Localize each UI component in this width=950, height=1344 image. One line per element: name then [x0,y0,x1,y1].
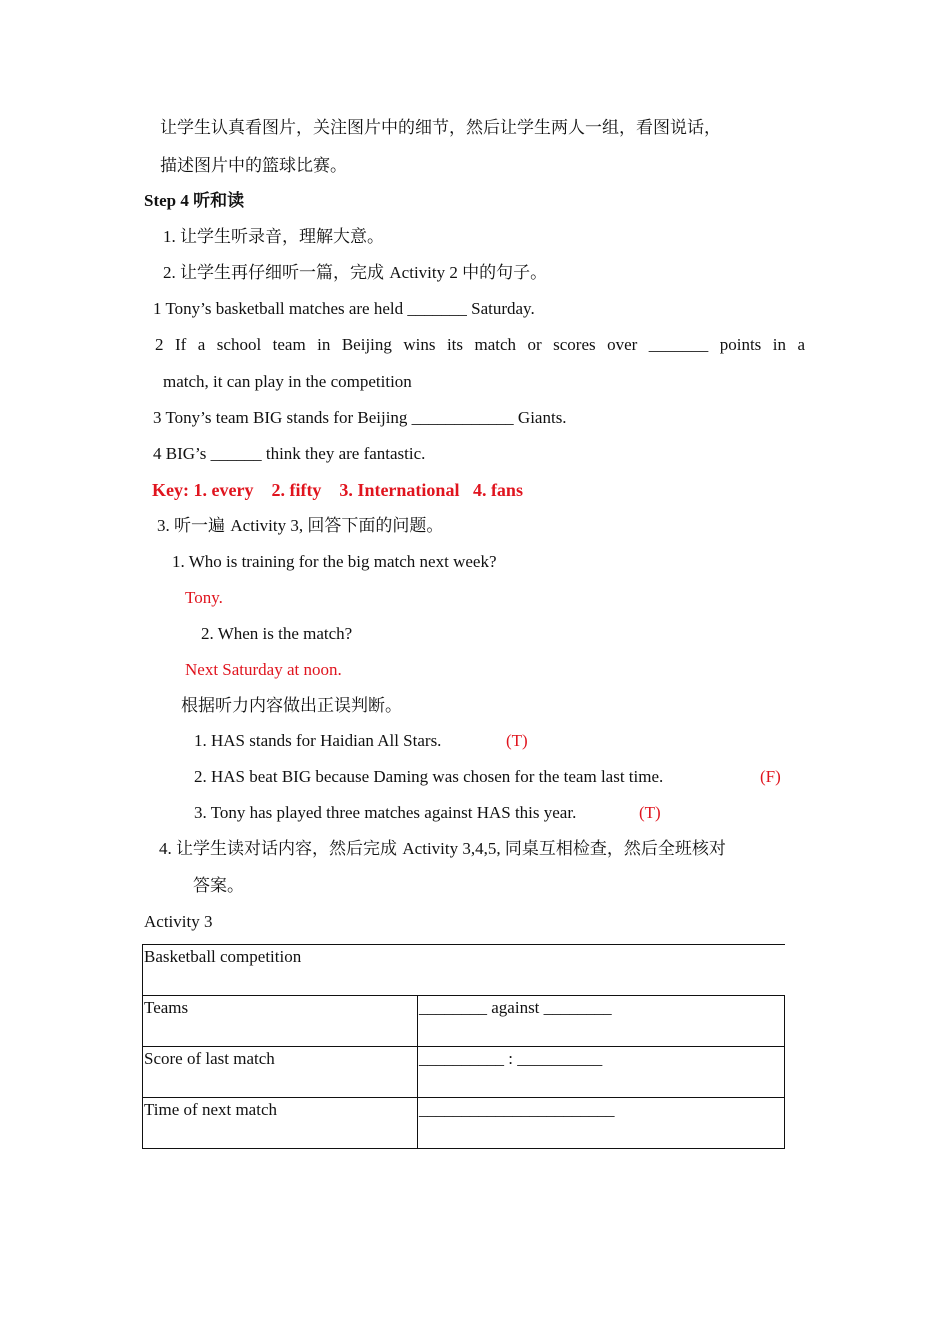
intro-line-1: 让学生认真看图片，关注图片中的细节，然后让学生两人一组，看图说话， [160,118,721,138]
question-2: 2. When is the match? [201,624,353,643]
task-3-text-a: 听一遍 [174,516,231,536]
sentence-1: 1 Tony’s basketball matches are held _______ Saturday. [153,299,535,318]
table-label-cell: Score of last match [143,1047,418,1098]
task-3-text-c: 回答下面的问题。 [307,516,444,536]
table-label-cell: Teams [143,996,418,1047]
intro-line-2: 描述图片中的篮球比赛。 [160,156,347,176]
task-2 [163,262,547,284]
answer-key: Key: 1. every 2. fifty 3. International 4. fans [152,480,523,500]
task-2-text-a: 让学生再仔细听一篇，完成 [180,263,390,283]
table-header-cell: Basketball competition [143,945,785,996]
task-4-text-a: 让学生读对话内容，然后完成 [176,839,403,859]
task-2-text-c: 中的句子。 [462,263,548,283]
answer-2: Next Saturday at noon. [185,660,342,679]
sentence-4: 4 BIG’s ______ think they are fantastic. [153,444,426,463]
table-label-cell: Time of next match [143,1098,418,1149]
sentence-3: 3 Tony’s team BIG stands for Beijing ____________ Giants. [153,408,567,427]
tf-statement: 3. Tony has played three matches against HAS this year. [194,803,577,822]
task-3-num: 3. [157,516,174,535]
answer-1: Tony. [185,588,223,607]
table-blank-cell: ________ against ________ [418,996,785,1047]
task-1-text: 让学生听录音，理解大意。 [180,227,384,247]
task-4-text-b: Activity 3,4,5, [402,839,505,858]
question-1: 1. Who is training for the big match next week? [172,552,497,571]
task-1 [163,226,384,248]
table-row [143,996,785,1047]
task-2-text-b: Activity 2 [389,263,463,282]
table-row [143,1047,785,1098]
step4-heading-cn: 听和读 [193,191,245,211]
activity-3-table [142,944,785,1149]
task-1-num: 1. [163,227,180,246]
tf-answer: (F) [760,767,781,786]
table-blank-cell: _______________________ [418,1098,785,1149]
task-3-text-b: Activity 3, [230,516,308,535]
tf-answer: (T) [506,731,528,750]
tf-answer: (T) [639,803,661,822]
step4-heading [144,190,244,212]
task-4 [159,838,726,860]
task-4-text-c: 同桌互相检查，然后全班核对 [504,839,726,859]
task-2-num: 2. [163,263,180,282]
table-blank-cell: __________ : __________ [418,1047,785,1098]
tf-statement: 1. HAS stands for Haidian All Stars. [194,731,442,750]
tf-heading: 根据听力内容做出正误判断。 [181,696,402,716]
table-row [143,1098,785,1149]
activity-3-title: Activity 3 [144,912,213,931]
tf-statement: 2. HAS beat BIG because Daming was chosen for the team last time. [194,767,664,786]
sentence-2a: 2 If a school team in Beijing wins its match or scores over _______ points in a [155,335,805,354]
step4-heading-en: Step 4 [144,191,194,210]
task-3 [157,515,443,537]
task-4-num: 4. [159,839,176,858]
task-4-continued: 答案。 [193,876,244,896]
sentence-2b: match, it can play in the competition [163,372,412,391]
table-header-row [143,945,785,996]
